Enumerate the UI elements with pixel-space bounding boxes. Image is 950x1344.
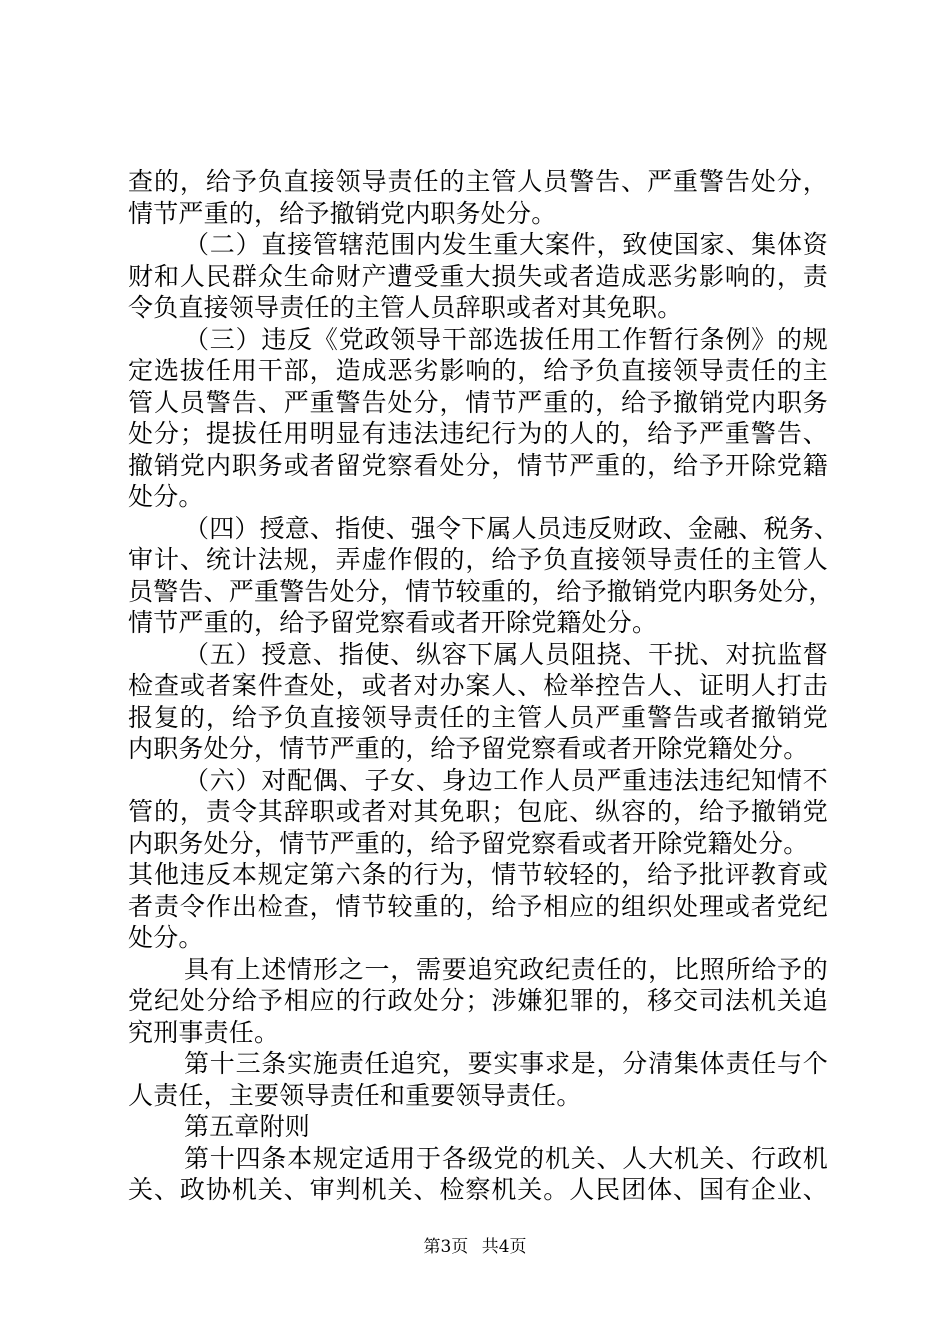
text-line: 其他违反本规定第六条的行为，情节较轻的，给予批评教育或 (128, 860, 828, 889)
text-line: 情节严重的，给予留党察看或者开除党籍处分。 (128, 608, 658, 637)
text-line: （六）对配偶、子女、身边工作人员严重违法违纪知情不 (184, 765, 828, 795)
text-line: 处分。 (128, 923, 204, 952)
text-line: 检查或者案件查处，或者对办案人、检举控告人、证明人打击 (128, 671, 828, 700)
text-line: 令负直接领导责任的主管人员辞职或者对其免职。 (128, 293, 683, 322)
text-line: 管人员警告、严重警告处分，情节严重的，给予撤销党内职务 (128, 387, 828, 417)
text-line: 报复的，给予负直接领导责任的主管人员严重警告或者撤销党 (128, 702, 828, 732)
text-line: 查的，给予负直接领导责任的主管人员警告、严重警告处分， (128, 167, 828, 196)
text-line: 第十四条本规定适用于各级党的机关、人大机关、行政机 (184, 1143, 828, 1173)
text-line: 党纪处分给予相应的行政处分；涉嫌犯罪的，移交司法机关追 (128, 986, 828, 1015)
text-line: 财和人民群众生命财产遭受重大损失或者造成恶劣影响的，责 (128, 261, 828, 291)
text-line: 第五章附则 (184, 1112, 311, 1141)
text-line: 定选拔任用干部，造成恶劣影响的，给予负直接领导责任的主 (128, 356, 828, 385)
text-line: 撤销党内职务或者留党察看处分，情节严重的，给予开除党籍 (128, 450, 828, 480)
text-line: 员警告、严重警告处分，情节较重的，给予撤销党内职务处分， (128, 576, 834, 606)
text-line: （二）直接管辖范围内发生重大案件，致使国家、集体资 (184, 230, 828, 259)
text-line: 管的，责令其辞职或者对其免职；包庇、纵容的，给予撤销党 (128, 797, 828, 826)
text-line: 处分；提拔任用明显有违法违纪行为的人的，给予严重警告、 (128, 419, 828, 448)
text-line: 处分。 (128, 482, 204, 511)
text-line: 审计、统计法规，弄虚作假的，给予负直接领导责任的主管人 (128, 545, 828, 574)
text-line: 具有上述情形之一，需要追究政纪责任的，比照所给予的 (184, 954, 828, 984)
text-line: 究刑事责任。 (128, 1017, 280, 1047)
text-line: 内职务处分，情节严重的，给予留党察看或者开除党籍处分。 (128, 734, 809, 763)
document-body (128, 166, 840, 1206)
text-line: 关、政协机关、审判机关、检察机关。人民团体、国有企业、 (128, 1175, 828, 1204)
text-line: 情节严重的，给予撤销党内职务处分。 (128, 198, 557, 228)
text-line: （四）授意、指使、强令下属人员违反财政、金融、税务、 (184, 513, 840, 543)
text-line: （五）授意、指使、纵容下属人员阻挠、干扰、对抗监督 (184, 639, 828, 669)
text-line: 者责令作出检查，情节较重的，给予相应的组织处理或者党纪 (128, 891, 828, 921)
page-number: 第3页 (423, 1237, 469, 1257)
page-total: 共4页 (481, 1237, 527, 1257)
text-line: （三）违反《党政领导干部选拔任用工作暂行条例》的规 (184, 324, 828, 354)
text-line: 内职务处分，情节严重的，给予留党察看或者开除党籍处分。 (128, 828, 809, 858)
page-footer (0, 1237, 950, 1257)
text-line: 人责任，主要领导责任和重要领导责任。 (128, 1080, 582, 1110)
text-line: 第十三条实施责任追究，要实事求是，分清集体责任与个 (184, 1049, 828, 1078)
